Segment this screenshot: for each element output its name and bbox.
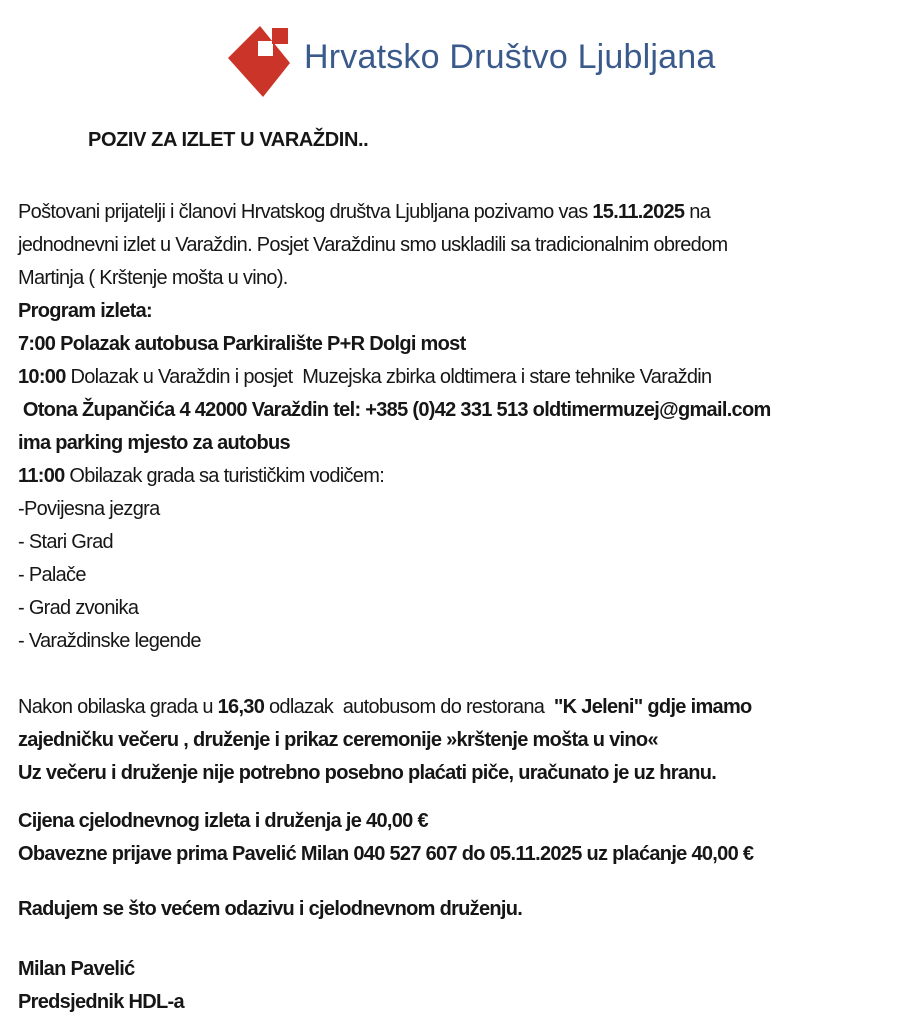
diamond-logo-icon	[222, 20, 294, 100]
letterhead	[0, 0, 903, 100]
program-line: 7:00 Polazak autobusa Parkiralište P+R Dolgi most	[18, 333, 466, 355]
tour-list-item: -Povijesna jezgra	[18, 498, 160, 520]
org-logo	[222, 20, 294, 100]
dinner-line: zajedničku večeru , druženje i prikaz ceremonije »krštenje mošta u vino«	[18, 729, 658, 751]
document-body	[18, 196, 885, 1019]
program-line: 10:00 Dolazak u Varaždin i posjet Muzejska zbirka oldtimera i stare tehnike Varaždin	[18, 366, 712, 388]
intro-line: Martinja ( Krštenje mošta u vino).	[18, 267, 288, 289]
program-line: 11:00 Obilazak grada sa turističkim vodičem:	[18, 465, 385, 487]
signature-title: Predsjednik HDL-a	[18, 991, 184, 1013]
blank-line	[18, 871, 885, 893]
subject-line: POZIV ZA IZLET U VARAŽDIN..	[88, 129, 369, 151]
tour-list-item: - Grad zvonika	[18, 597, 139, 619]
signature-name: Milan Pavelić	[18, 958, 135, 980]
program-line: ima parking mjesto za autobus	[18, 432, 290, 454]
tour-list-item: - Varaždinske legende	[18, 630, 201, 652]
price-line: Obavezne prijave prima Pavelić Milan 040 527 607 do 05.11.2025 uz plaćanje 40,00 €	[18, 843, 754, 865]
closing-line: Radujem se što većem odazivu i cjelodnevnom druženju.	[18, 898, 523, 920]
price-line: Cijena cjelodnevnog izleta i druženja je 40,00 €	[18, 810, 428, 832]
blank-line	[18, 658, 885, 691]
blank-line	[18, 790, 885, 805]
intro-line: jednodnevni izlet u Varaždin. Posjet Varaždinu smo uskladili sa tradicionalnim obredom	[18, 234, 728, 256]
program-line: Otona Župančića 4 42000 Varaždin tel: +385 (0)42 331 513 oldtimermuzej@gmail.com	[18, 399, 771, 421]
intro-line: Poštovani prijatelji i članovi Hrvatskog društva Ljubljana pozivamo vas 15.11.2025 na	[18, 201, 711, 223]
org-name: Hrvatsko Društvo Ljubljana	[304, 37, 716, 76]
blank-line	[18, 926, 885, 953]
program-heading: Program izleta:	[18, 300, 152, 322]
tour-list-item: - Stari Grad	[18, 531, 113, 553]
dinner-line: Nakon obilaska grada u 16,30 odlazak autobusom do restorana "K Jeleni" gdje imamo	[18, 696, 752, 718]
dinner-line: Uz večeru i druženje nije potrebno posebno plaćati piče, uračunato je uz hranu.	[18, 762, 717, 784]
tour-list-item: - Palače	[18, 564, 86, 586]
